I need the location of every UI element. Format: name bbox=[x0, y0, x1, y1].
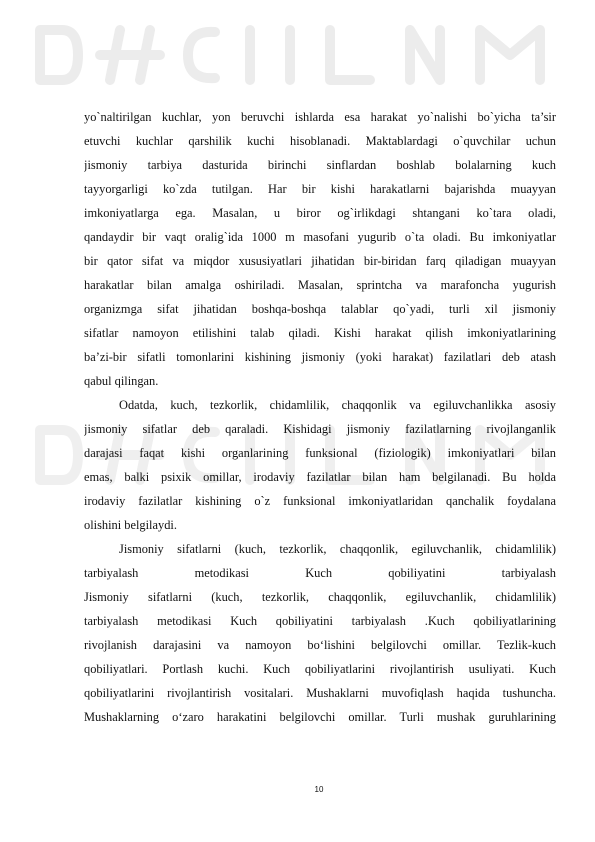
text-line: rivojlanish darajasini va namoyon bo‘lishini belgilovchi omillar. Tezlik-kuch bbox=[84, 638, 556, 652]
text-line: Jismoniy sifatlarni (kuch, tezkorlik, chaqqonlik, egiluvchanlik, chidamlilik) bbox=[84, 590, 556, 604]
text-line: tarbiyalash metodikasi Kuch qobiliyatini tarbiyalash .Kuch qobiliyatlarining bbox=[84, 614, 556, 628]
text-line: darajasi faqat kishi organlarining funksional (fiziologik) imkoniyatlari bilan bbox=[84, 446, 556, 460]
text-line: qandaydir bir vaqt oralig`ida 1000 m masofani yugurib o`ta oladi. Bu imkoniyatlar bbox=[84, 230, 556, 244]
text-line: Odatda, kuch, tezkorlik, chidamlilik, chaqqonlik va egiluvchanlikka asosiy bbox=[119, 398, 556, 412]
text-line: sifatlar namoyon etilishini talab qiladi. Kishi harakat qilish imkoniyatlarining bbox=[84, 326, 556, 340]
text-line: Jismoniy sifatlarni (kuch, tezkorlik, chaqqonlik, egiluvchanlik, chidamlilik) bbox=[119, 542, 556, 556]
text-line: jismoniy sifatlar deb qaraladi. Kishidagi jismoniy fazilatlarning rivojlanganlik bbox=[84, 422, 556, 436]
document-watermark-icon bbox=[40, 30, 540, 80]
text-line: qobiliyatlarini rivojlantirish vositalari. Mushaklarni muvofiqlash haqida tushuncha. bbox=[84, 686, 556, 700]
text-line: emas, balki psixik omillar, irodaviy fazilatlar bilan ham belgilanadi. Bu holda bbox=[84, 470, 556, 484]
text-line: qabul qilingan. bbox=[84, 374, 159, 388]
text-line: harakatlar bilan amalga oshiriladi. Masalan, sprintcha va marafoncha yugurish bbox=[84, 278, 556, 292]
text-line: tayyorgarligi ko`zda tutilgan. Har bir kishi harakatlarni bajarishda muayyan bbox=[84, 182, 556, 196]
text-line: irodaviy fazilatlar kishining o`z funksional imkoniyatlaridan qanchalik foydalana bbox=[84, 494, 556, 508]
page-number: 10 bbox=[314, 785, 324, 794]
text-line: jismoniy tarbiya dasturida birinchi sinflardan boshlab bolalarning kuch bbox=[84, 158, 556, 172]
text-line: organizmga sifat jihatidan boshqa-boshqa talablar qo`yadi, turli xil jismoniy bbox=[84, 302, 556, 316]
text-line: tarbiyalash metodikasi Kuch qobiliyatini tarbiyalash bbox=[84, 566, 556, 580]
text-line: bir qator sifat va miqdor xususiyatlari jihatidan bir-biridan farq qiladigan muayyan bbox=[84, 254, 556, 268]
text-line: yo`naltirilgan kuchlar, yon beruvchi ishlarda esa harakat yo`nalishi bo`yicha ta’sir bbox=[84, 110, 556, 124]
text-line: Mushaklarning o‘zaro harakatini belgilovchi omillar. Turli mushak guruhlarining bbox=[84, 710, 556, 724]
text-line: olishini belgilaydi. bbox=[84, 518, 177, 532]
text-line: imkoniyatlarga ega. Masalan, u biror og`irlikdagi shtangani ko`tara oladi, bbox=[84, 206, 556, 220]
text-line: qobiliyatlari. Portlash kuchi. Kuch qobiliyatlarini rivojlantirish usuliyati. Kuch bbox=[84, 662, 556, 676]
text-line: ba’zi-bir sifatli tomonlarini kishining jismoniy (yoki harakat) fazilatlari deb atash bbox=[84, 350, 556, 364]
text-line: etuvchi kuchlar qarshilik kuchi hisoblanadi. Maktablardagi o`quvchilar uchun bbox=[84, 134, 556, 148]
body-text bbox=[84, 105, 556, 729]
